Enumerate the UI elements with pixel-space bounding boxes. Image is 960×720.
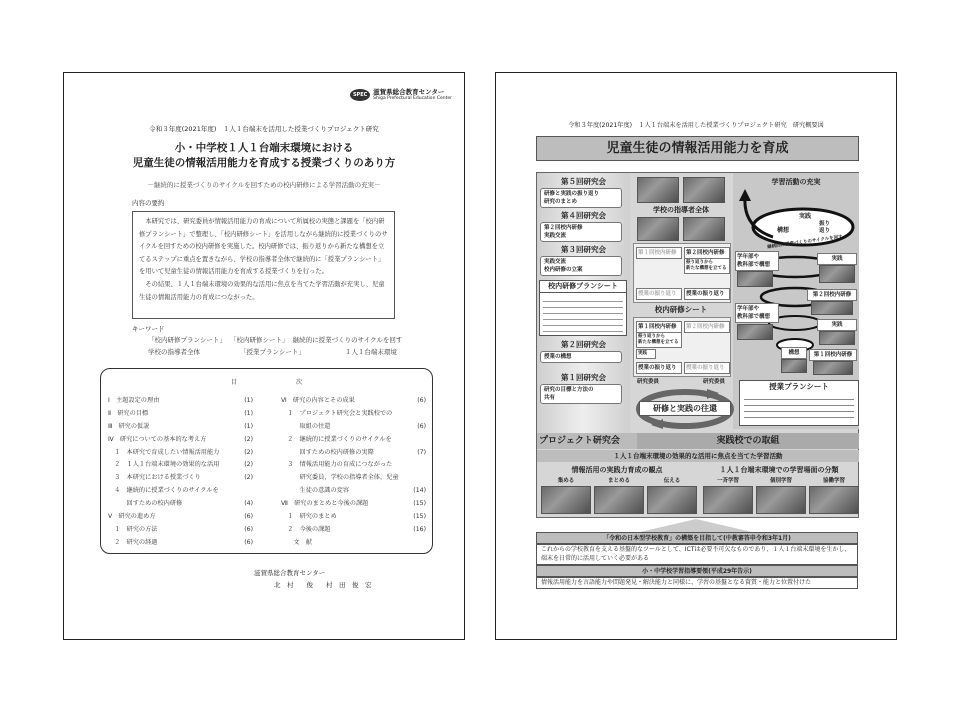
- researcher-label: 研究委員: [637, 379, 660, 385]
- toc-entry: Ⅶ 研究のまとめと今後の課題 (15): [281, 500, 426, 508]
- overview-header: 令和３年度(2021年度) １人１台端末を活用した授業づくりプロジェクト研究 研究概要図: [568, 122, 824, 129]
- scene-label: 伝える: [663, 478, 681, 484]
- toc-entry: 生徒の意識の変容 (14): [281, 487, 426, 495]
- subtitle: －継続的に授業づくりのサイクルを回すための校内研修による学習活動の充実－: [147, 181, 381, 189]
- summary-box: 本研究では、研究委員が情報活用能力の育成について所属校の実態と課題を「校内研修プランシート」で整理し、「校内研修シート」を活用しながら継続的に授業づくりのサイクルを回すための校内研修を実施した。校内研修では、振り返りから新たな構想を立てるステップに重点を置きながら、学校の指導者全体で継続的に「授業プランシート」を用いて児童生徒の情報活用能力を育成する授業づくりを行った。 その結果、１人１台端末環境の効果的な活用に焦点を当てた学習活動が充実し、児童生徒の情報活用能力の育成につながった。: [132, 211, 395, 319]
- toc-entry: ３ 情報活用能力の育成につながった: [281, 461, 393, 469]
- scene-photo: [756, 486, 806, 514]
- toc-entry: ４ 継続的に授業づくりのサイクルを: [108, 487, 219, 495]
- keywords: 「校内研修プランシート」 「校内研修シート」 継続的に授業づくりのサイクルを回す 学校の指導者全体 「授業プランシート」 １人１台端末環境: [148, 336, 403, 356]
- policy-1-text: これからの学校教育を支える基盤的なツールとして、ICTは必要不可欠なものであり、１人１台端末環境を生かし、端末を日常的に活用していく必要がある: [536, 543, 858, 565]
- toc-entry: Ⅴ 研究の進め方 (6): [108, 513, 253, 521]
- training-sheet-1: 第１回校内研修 第２回校内研修 振り返りから 新たな構想を立てる 授業の振り返り 授業の振り返り: [633, 243, 731, 303]
- toc-entry: １ プロジェクト研究会と実践校での: [281, 409, 393, 417]
- scene-label: 集める: [557, 478, 575, 484]
- training-sheet-label: 校内研修シート: [654, 305, 708, 314]
- school-efforts-label: 実践校での取組: [637, 433, 859, 449]
- toc-entry: Ⅳ 研究についての基本的な考え方 (2): [108, 435, 253, 443]
- authors: 北 村 俊 村 田 俊 宏: [274, 581, 372, 589]
- summary-label: 内容の要約: [132, 199, 165, 207]
- meeting-title: 第２回研究会: [561, 340, 606, 349]
- toc-entry: 回すための校内研修 (4): [108, 500, 253, 508]
- toc-entry: １ 本研究で育成したい情報活用能力 (2): [108, 448, 253, 456]
- school-training-plan-sheet: 校内研修プランシート: [539, 280, 627, 336]
- toc-entry: Ⅲ 研究の仮説 (1): [108, 422, 253, 430]
- meeting-desc: 実践交流 校内研修の立案: [540, 256, 622, 276]
- toc-entry: ２ 研究の経過 (6): [108, 538, 253, 546]
- table-of-contents: 目 次 Ⅰ 主題設定の理由 (1) Ⅱ 研究の目標 (1) Ⅲ 研究の仮説 (1) Ⅳ 研究についての基本的な考え方 (2) １ 本研究で育成したい情報活用能力 (2) ２ １人１台端末環境の効果的な活用 (2) ３ 本研究における授業づくり (2) ４ 継続的に授業づくりのサイクルを 回すための校内研修 (4) Ⅴ 研究の進め方 (6) １ 研究の方法 (6) ２ 研究の経過 (6) Ⅵ 研究の内容とその成果 (6) １ プロジェクト研究会と実践校での 取組の往還 (6) ２ 継続的に授業づくりのサイクルを 回すための校内研修の実際 (7) ３ 情報活用能力の育成につながった 研究委員，学校の指導者全体，児童 生徒の意識の変容 (14) Ⅶ 研究のまとめと今後の課題 (15) １ 研究のまとめ (15) ２ 今後の課題 (16) 文 献: [100, 368, 433, 554]
- scene-photo: [809, 486, 859, 514]
- policy-2-text: 情報活用能力を言語能力や問題発見・解決能力と同様に、学習の基盤となる資質・能力と位置付けた: [536, 576, 858, 589]
- toc-entry: １ 研究の方法 (6): [108, 525, 253, 533]
- toc-entry: 文 献: [281, 538, 312, 546]
- meeting-desc: 研究の目標と方法の 共有: [540, 384, 622, 404]
- scene-photo: [594, 486, 644, 514]
- keyword-label: キーワード: [132, 325, 165, 333]
- scene-label: 協働学習: [822, 478, 845, 484]
- toc-entry: 取組の往還 (6): [281, 422, 426, 430]
- project-header: 令和３年度(2021年度) １人１台端末を活用した授業づくりプロジェクト研究: [149, 125, 379, 133]
- overview-diagram: 第５回研究会 研修と実践の振り返り 研究のまとめ 第４回研究会 第２回校内研修 実践交流 第３回研究会 実践交流 校内研修の立案 第２回研究会 授業の構想 第１回研究会 研究の目標と方法の 共有 校内研修プランシート 学校の指導者全体 第１回校内研修 第２回校内研修 振り返りから 新たな構想を立てる 授業の振り返り 授業の振り返り 校内研修シート 第１回校内研修 第２回校内研修 振り返りから 新たな構想を立てる 実践 授業の振り返り 授業の振り返り 学習活動の充実 実践 構想 振り 返り 継続的に授業づくりのサイクルを回す 学年部や 教科部で構想 実践 第２回校内研修 学年部や 教科部で構想 実践 構想 第１回校内研修 授業プランシート 研究委員 研究委員 研修と実践の往還 プロジェクト研究会 実践校での取組 １人１台端末環境の効果的な活用に焦点を当てた学習活動 情報活用の実践力育成の観点 １人１台端末環境での学習場面の分類 集める まとめる 伝える 一斉学習 個別学習 協働学習: [536, 172, 859, 518]
- policy-2-title: 小・中学校学習指導要領(平成29年告示): [536, 565, 858, 578]
- toc-entry: ２ 今後の課題 (16): [281, 525, 426, 533]
- learning-enrichment-label: 学習活動の充実: [771, 178, 821, 186]
- toc-entry: Ⅵ 研究の内容とその成果 (6): [281, 397, 426, 404]
- scene-label: 個別学習: [769, 478, 792, 484]
- meeting-title: 第１回研究会: [561, 373, 606, 382]
- scene-photo: [647, 486, 697, 514]
- title-line-2: 児童生徒の情報活用能力を育成する授業づくりのあり方: [132, 157, 396, 169]
- meeting-desc: 第２回校内研修 実践交流: [540, 222, 622, 242]
- toc-entry: ３ 本研究における授業づくり (2): [108, 474, 253, 482]
- organization: 滋賀県総合教育センター: [254, 569, 326, 577]
- meeting-title: 第５回研究会: [561, 177, 606, 186]
- meeting-desc: 授業の構想: [540, 351, 622, 363]
- center-logo: SPEC 滋賀県総合教育センター Shiga Prefectural Education Center: [350, 89, 452, 101]
- toc-entry: 研究委員，学校の指導者全体，児童: [281, 474, 399, 482]
- toc-entry: Ⅰ 主題設定の理由 (1): [108, 397, 253, 404]
- title-line-1: 小・中学校１人１台端末環境における: [174, 142, 354, 154]
- main-title: 児童生徒の情報活用能力を育成: [536, 136, 859, 161]
- scene-photo: [703, 486, 753, 514]
- toc-entry: 回すための校内研修の実際 (7): [281, 448, 426, 456]
- toc-entry: ２ 継続的に授業づくりのサイクルを: [281, 435, 392, 443]
- training-sheet-2: 第１回校内研修 第２回校内研修 振り返りから 新たな構想を立てる 実践 授業の振り返り 授業の振り返り: [633, 317, 731, 377]
- focus-label: １人１台端末環境の効果的な活用に焦点を当てた学習活動: [537, 450, 859, 462]
- policy-1-title: 「令和の日本型学校教育」の構築を目指して(中教審答申令和3年1月): [536, 532, 858, 545]
- toc-entry: Ⅱ 研究の目標 (1): [108, 409, 253, 417]
- scene-label: まとめる: [607, 478, 630, 484]
- report-cover-page: [63, 72, 465, 640]
- meeting-title: 第３回研究会: [561, 245, 606, 254]
- meeting-desc: 研修と実践の振り返り 研究のまとめ: [540, 188, 622, 208]
- toc-entry: ２ １人１台端末環境の効果的な活用 (2): [108, 461, 253, 469]
- research-overview-page: [495, 72, 897, 640]
- meeting-title: 第４回研究会: [561, 211, 606, 220]
- round-trip-label: 研修と実践の往還: [639, 401, 731, 416]
- project-meeting-label: プロジェクト研究会: [537, 433, 637, 449]
- cycle-label: 継続的に授業づくりのサイクルを回す: [767, 234, 844, 251]
- scene-photo: [541, 486, 591, 514]
- all-teachers-label: 学校の指導者全体: [653, 206, 709, 214]
- researcher-label: 研究委員: [703, 379, 726, 385]
- toc-entry: １ 研究のまとめ (15): [281, 513, 426, 521]
- lesson-plan-sheet: 授業プランシート: [739, 380, 859, 426]
- scene-label: 一斉学習: [716, 478, 739, 484]
